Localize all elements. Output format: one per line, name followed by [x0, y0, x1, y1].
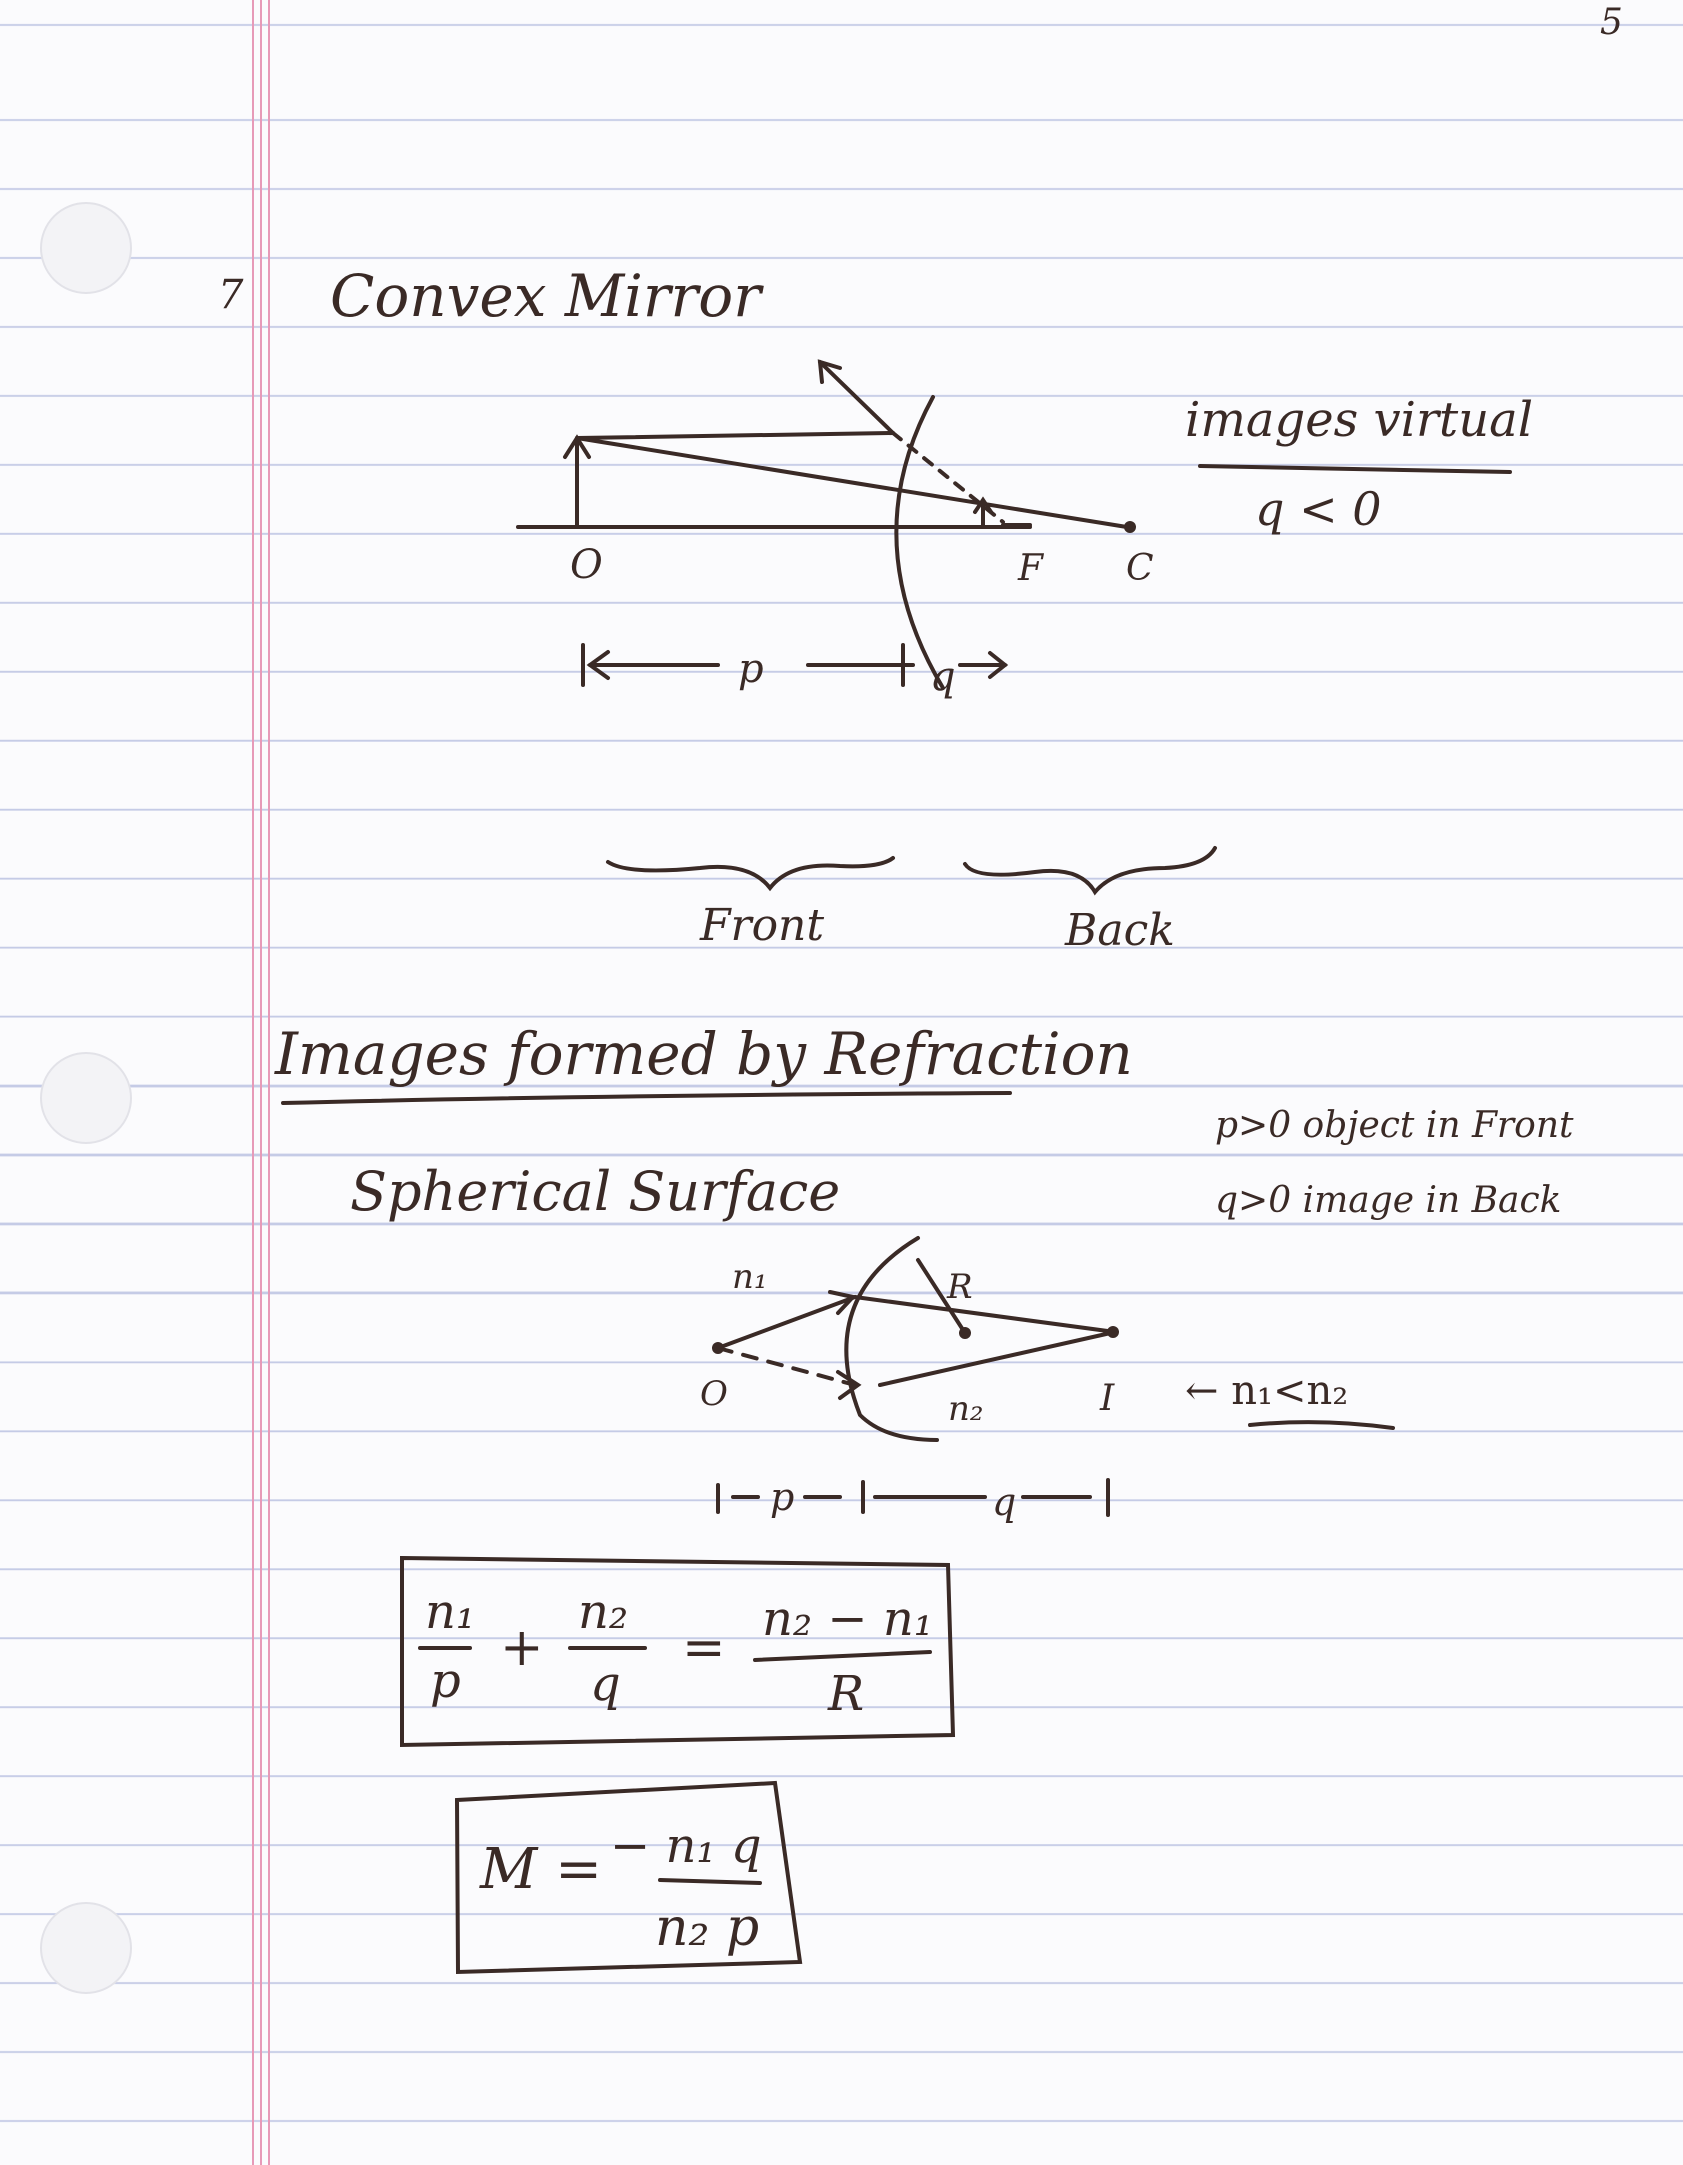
page-number: 5 — [1600, 2, 1623, 43]
sign-rule-object: p>0 object in Front — [1215, 1105, 1574, 1146]
index-note: ← n₁<n₂ — [1185, 1368, 1349, 1414]
eq-rhs-numerator: n₂ − n₁ — [762, 1591, 934, 1647]
front-label: Front — [700, 900, 825, 951]
eq-rhs-denominator: R — [828, 1666, 865, 1722]
eq-term2-denominator: q — [590, 1656, 621, 1712]
p-distance-label: p — [738, 646, 764, 692]
sign-rule-image: q>0 image in Back — [1215, 1180, 1562, 1221]
eq-term1-denominator: p — [430, 1653, 461, 1709]
margin-mark: 7 — [218, 272, 244, 318]
refraction-heading: Images formed by Refraction — [275, 1020, 1133, 1088]
eq-plus: + — [500, 1618, 544, 1678]
q-segment-label: q — [992, 1480, 1017, 1524]
magnification-numerator: − n₁ q — [610, 1818, 762, 1874]
radius-label: R — [947, 1267, 973, 1307]
image-point-label: I — [1100, 1378, 1115, 1419]
q-negative-note: q < 0 — [1255, 482, 1382, 536]
convex-mirror-heading: Convex Mirror — [330, 262, 761, 330]
eq-term1-numerator: n₁ — [425, 1584, 476, 1640]
n2-label: n₂ — [948, 1389, 984, 1429]
q-distance-label: q — [930, 654, 956, 700]
object-point-label: O — [700, 1374, 728, 1414]
focus-label: F — [1018, 548, 1043, 589]
eq-equals: = — [682, 1618, 726, 1678]
spherical-surface-heading: Spherical Surface — [350, 1160, 841, 1223]
magnification-denominator: n₂ p — [655, 1898, 760, 1958]
p-segment-label: p — [770, 1475, 795, 1519]
virtual-image-note: images virtual — [1185, 392, 1534, 448]
magnification-lhs: M = — [480, 1837, 603, 1902]
eq-term2-numerator: n₂ — [578, 1584, 629, 1640]
back-label: Back — [1065, 905, 1175, 956]
n1-label: n₁ — [732, 1257, 768, 1297]
center-label: C — [1126, 548, 1154, 589]
object-label: O — [570, 542, 603, 588]
